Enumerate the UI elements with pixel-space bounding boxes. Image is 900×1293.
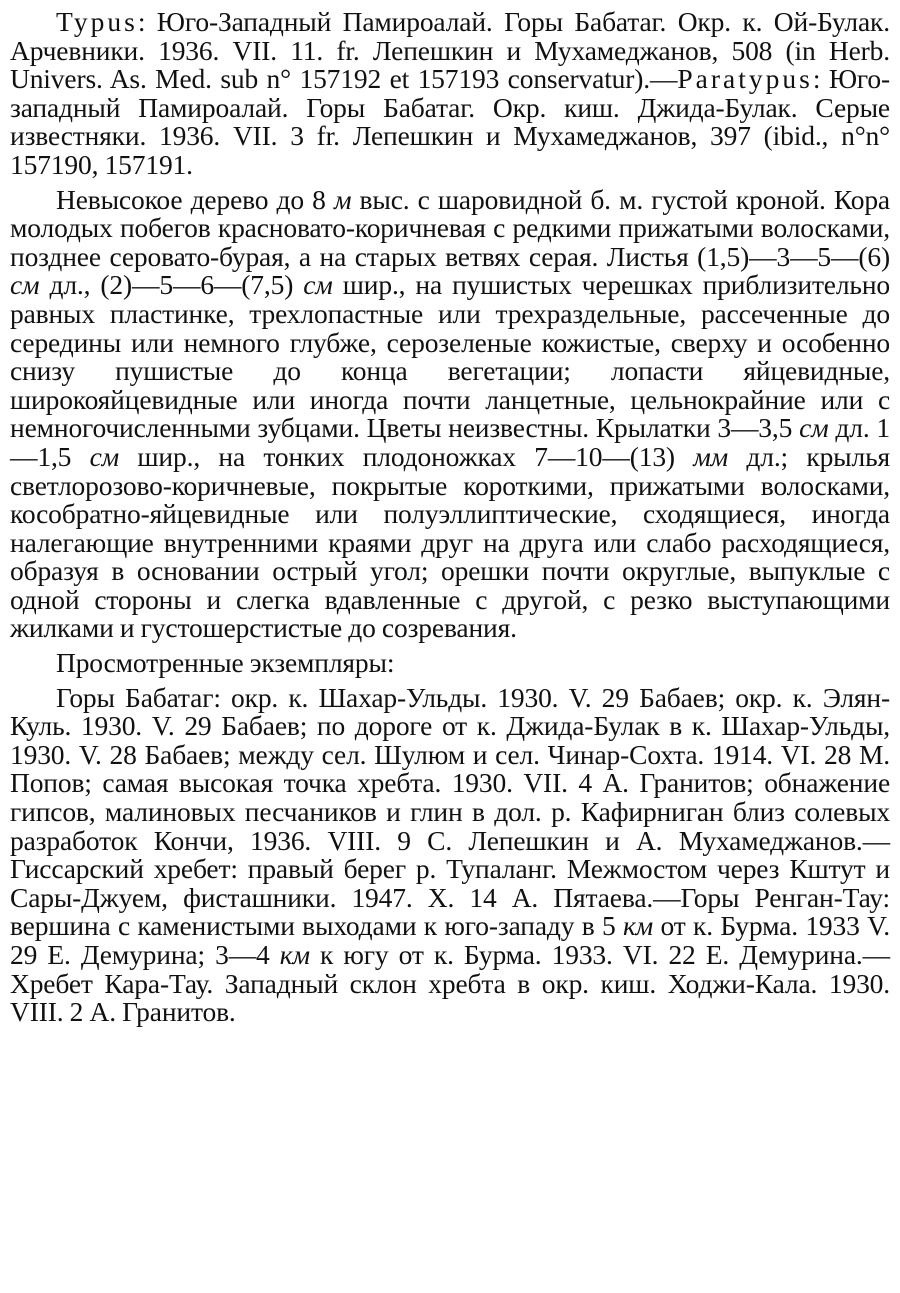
description-text: шир., на пушистых черешках приблизительно равных пластинке, трехлопастные или трехраздельные, рассеченные до середины или немного глубже, серозеленые кожистые, сверху и особенно снизу пушистые до конца вегетации; лопасти яйцевидные, широкояйцевидные или иногда почти ланцетные, цельнокрайние или с немногочисленными зубцами. Цветы неизвестны. Крылатки 3—3,5 — [10, 269, 890, 444]
description-text: Невысокое дерево до 8 — [56, 183, 334, 215]
description-text: дл., (2)—5—6—(7,5) — [39, 269, 304, 301]
unit-label: см — [89, 440, 120, 472]
unit-label: км — [279, 939, 310, 970]
unit-label: см — [303, 269, 333, 301]
description-paragraph — [10, 183, 890, 644]
typus-text: : Юго-Западный Памироалай. Горы Бабатаг. Окр. к. Ой-Булак. Арчевники. 1936. VII. 11. fr. Лепешкин и Мухамеджанов, 508 (in Herb. Univers. As. Med. sub n° 157192 et 157193 conservatur).— — [10, 6, 890, 95]
specimens-heading: Просмотренные экземпляры: — [56, 647, 395, 679]
specimens-text: Горы Бабатаг: окр. к. Шахар-Ульды. 1930. V. 29 Бабаев; окр. к. Элян-Куль. 1930. V. 29 Бабаев; по дороге от к. Джида-Булак в к. Шахар-Ульды, 1930. V. 28 Бабаев; между сел. Шулюм и сел. Чинар-Сохта. 1914. VI. 28 М. Попов; самая высокая точка хребта. 1930. VII. 4 А. Гранитов; обнажение гипсов, малиновых песчаников и глин в дол. р. Кафирниган близ солевых разработок Кончи, 1936. VIII. 9 С. Лепешкин и А. Мухамеджанов.—Гиссарский хребет: правый берег р. Тупаланг. Межмостом через Кштут и Сары-Джуем, фисташники. 1947. X. 14 А. Пятаева.—Горы Ренган-Тау: вершина с каменистыми выходами к юго-западу в 5 — [10, 681, 890, 942]
specimens-paragraph — [10, 681, 891, 1028]
typus-label: Typus — [56, 6, 138, 37]
unit-label: см — [10, 269, 40, 301]
description-text: выс. с шаровидной б. м. густой кроной. Кора молодых побегов красновато-коричневая с редкими прижатыми волосками, позднее серовато-бурая, а на старых ветвях серая. Листья (1,5)—3—5—(6) — [10, 183, 890, 272]
description-text: шир., на тонких плодоножках 7—10—(13) — [119, 440, 694, 472]
description-text: дл.; крылья светлорозово-коричневые, покрытые короткими, прижатыми волосками, кособратно-яйцевидные или полуэллиптические, сходящиеся, иногда налегающие внутренними краями друг на друга или слабо расходящиеся, образуя в основании острый угол; орешки почти округлые, выпуклые с одной стороны и слегка вдавленные с другой, с резко выступающими жилками и густошерстистые до созревания. — [10, 440, 890, 644]
paratypus-text: : Юго-западный Памироалай. Горы Бабатаг. Окр. киш. Джида-Булак. Серые известняки. 1936. VII. 3 fr. Лепешкин и Мухамеджанов, 397 (ibid., n°n° 157190, 157191. — [10, 63, 890, 180]
document-page — [10, 8, 890, 1027]
specimens-text: от к. Бурма. 1933 V. 29 Е. Демурина; 3—4 — [10, 910, 891, 970]
typus-paragraph — [10, 8, 890, 180]
unit-label: м — [333, 183, 352, 215]
paratypus-label: Paratypus — [677, 63, 813, 95]
unit-label: мм — [693, 440, 729, 472]
unit-label: см — [799, 412, 829, 444]
unit-label: км — [622, 910, 654, 942]
specimens-text: к югу от к. Бурма. 1933. VI. 22 Е. Демурина.—Хребет Кара-Тау. Западный склон хребта в окр. киш. Ходжи-Кала. 1930. VIII. 2 А. Гранитов. — [10, 939, 891, 1028]
description-text: дл. 1—1,5 — [10, 412, 890, 472]
